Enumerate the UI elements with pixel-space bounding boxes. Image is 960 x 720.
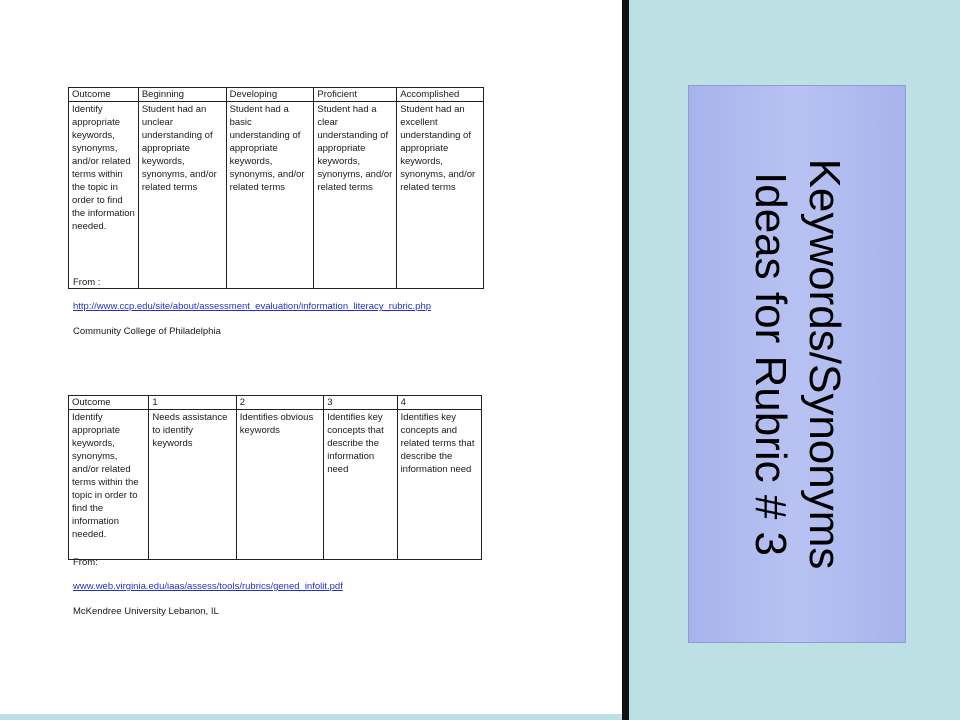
rubric-table-ccp (68, 87, 484, 289)
from-label: From: (73, 557, 98, 568)
source-name: McKendree University Lebanon, IL (73, 606, 219, 617)
header-cell: 1 (149, 396, 236, 410)
source-link-virginia[interactable]: www.web.virginia.edu/iaas/assess/tools/rubrics/gened_infolit.pdf (73, 581, 343, 592)
header-cell: Beginning (138, 88, 226, 102)
accomplished-cell: Student had an excellent understanding of appropriate keywords, synonyms, and/or related terms (397, 102, 484, 289)
bottom-strip (0, 714, 622, 720)
source-link-ccp[interactable]: http://www.ccp.edu/site/about/assessment_evaluation/information_literacy_rubric.php (73, 301, 432, 312)
from-label: From : (73, 277, 101, 288)
level-3-cell: Identifies key concepts that describe the information need (324, 410, 397, 560)
outcome-cell: Identify appropriate keywords, synonyms, and/or related terms within the topic in order to find the information needed. (69, 102, 139, 289)
title-line-1: Keywords/Synonyms (800, 158, 849, 570)
source-name: Community College of Philadelphia (73, 326, 221, 337)
header-cell: Accomplished (397, 88, 484, 102)
table-header-row (69, 396, 482, 410)
beginning-cell: Student had an unclear understanding of appropriate keywords, synonyms, and/or related terms (138, 102, 226, 289)
header-cell: 2 (236, 396, 323, 410)
header-cell: Developing (226, 88, 314, 102)
proficient-cell: Student had a clear understanding of appropriate keywords, synonyms, and/or related terms (314, 102, 397, 289)
rubric-table-mckendree (68, 395, 482, 560)
header-cell: Outcome (69, 396, 149, 410)
outcome-cell: Identify appropriate keywords, synonyms, and/or related terms within the topic in order to find the information needed. (69, 410, 149, 560)
table-header-row (69, 88, 484, 102)
header-cell: 4 (397, 396, 481, 410)
level-2-cell: Identifies obvious keywords (236, 410, 323, 560)
header-cell: 3 (324, 396, 397, 410)
header-cell: Proficient (314, 88, 397, 102)
developing-cell: Student had a basic understanding of appropriate keywords, synonyms, and/or related terms (226, 102, 314, 289)
slide-title-box (688, 85, 906, 643)
table-row (69, 410, 482, 560)
slide-title (743, 104, 851, 624)
level-1-cell: Needs assistance to identify keywords (149, 410, 236, 560)
table-row (69, 102, 484, 289)
title-line-2: Ideas for Rubric # 3 (746, 172, 795, 556)
level-4-cell: Identifies key concepts and related terms that describe the information need (397, 410, 481, 560)
header-cell: Outcome (69, 88, 139, 102)
vertical-divider (622, 0, 629, 720)
